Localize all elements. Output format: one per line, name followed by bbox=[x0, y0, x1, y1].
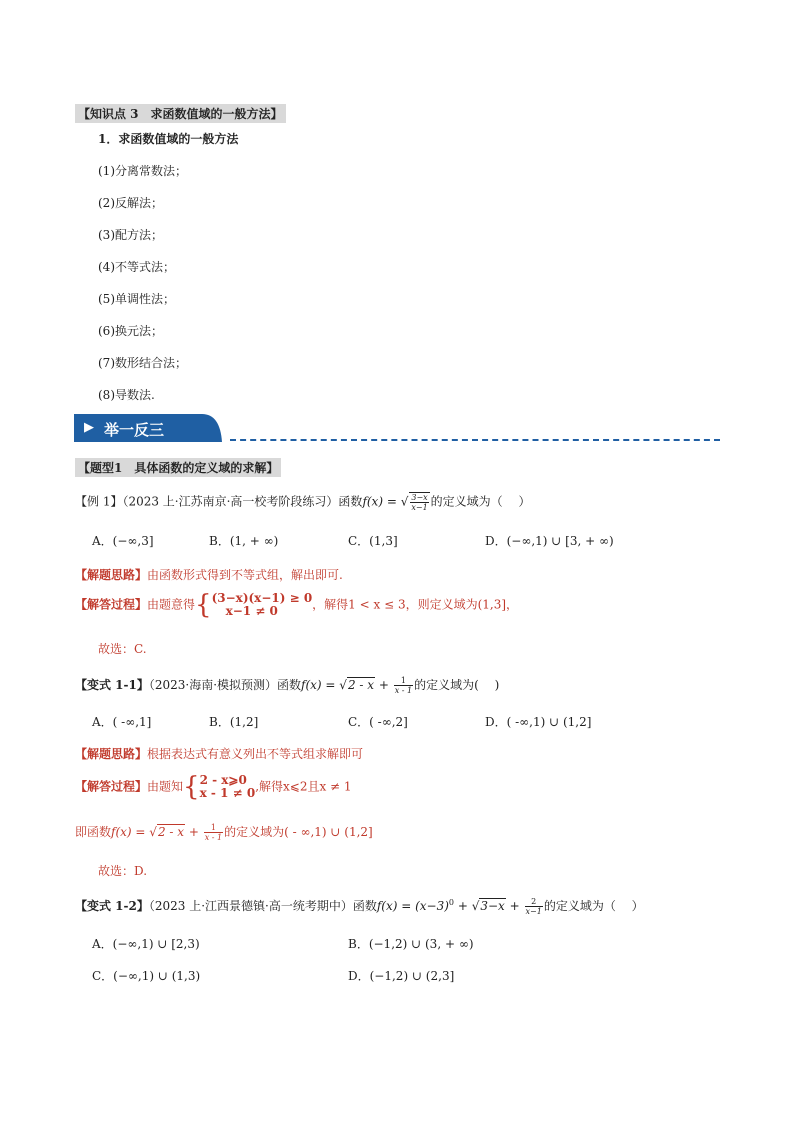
radicand-fraction bbox=[409, 492, 429, 512]
solution-process bbox=[75, 592, 518, 618]
sqrt-symbol: √ bbox=[400, 494, 409, 509]
variant-1-2-question bbox=[75, 897, 644, 916]
fraction bbox=[204, 823, 223, 842]
section-header-kp3: 【知识点 3 求函数值域的一般方法】 bbox=[75, 104, 286, 123]
inequality-system bbox=[212, 592, 313, 618]
method-item: (2)反解法； bbox=[98, 196, 163, 210]
option-d: D．(−∞,1) ∪ [3, + ∞) bbox=[485, 534, 614, 548]
process-label: 【解答过程】 bbox=[75, 779, 148, 794]
solution-idea bbox=[75, 745, 363, 762]
variant-1-1-question bbox=[75, 676, 499, 695]
process-pre: 由题意得 bbox=[147, 597, 196, 612]
question-tail: 的定义域为（ ） bbox=[430, 494, 531, 509]
plus-sign: + bbox=[375, 678, 393, 692]
option-b: B．(1,2] bbox=[209, 715, 259, 729]
function-name: f(x) = bbox=[362, 494, 401, 509]
example-tag: 【例 1】 bbox=[75, 494, 123, 509]
function-name: f(x) = bbox=[301, 678, 340, 692]
section-banner bbox=[74, 414, 222, 442]
plus-sign: + bbox=[454, 899, 472, 913]
system-line: x - 1 ≠ 0 bbox=[199, 786, 256, 800]
answer-line: 故选：D. bbox=[98, 864, 148, 878]
brace-symbol: { bbox=[195, 590, 212, 620]
solution-idea bbox=[75, 566, 343, 583]
play-arrow-icon: ▶ bbox=[84, 420, 94, 435]
variant-tag: 【变式 1-1】 bbox=[75, 678, 149, 692]
option-d: D．( -∞,1) ∪ (1,2] bbox=[485, 715, 592, 729]
idea-label: 【解题思路】 bbox=[75, 747, 148, 761]
option-a: A．(−∞,3] bbox=[92, 534, 154, 548]
question-tail: 的定义域为（ ） bbox=[543, 899, 644, 913]
system-line: x−1 ≠ 0 bbox=[225, 604, 278, 618]
method-item: (5)单调性法； bbox=[98, 292, 175, 306]
fraction-denominator: x−1 bbox=[525, 907, 542, 916]
sqrt-symbol: √ bbox=[149, 825, 157, 839]
option-a: A．( -∞,1] bbox=[92, 715, 152, 729]
option-d: D．(−1,2) ∪ (2,3] bbox=[348, 969, 455, 983]
method-item: (4)不等式法； bbox=[98, 260, 175, 274]
banner-divider bbox=[230, 439, 720, 441]
option-b: B．(−1,2) ∪ (3, + ∞) bbox=[348, 937, 474, 951]
option-a: A．(−∞,1) ∪ [2,3) bbox=[92, 937, 200, 951]
function-name: f(x) = (x−3) bbox=[376, 899, 449, 913]
process-pre: 由题知 bbox=[147, 779, 184, 794]
example-1-question bbox=[75, 492, 531, 512]
conclusion-line bbox=[75, 823, 373, 842]
variant-source: （2023 上·江西景德镇·高一统考期中）函数 bbox=[148, 899, 377, 913]
idea-text: 根据表达式有意义列出不等式组求解即可 bbox=[147, 747, 364, 761]
radicand: 2 - x bbox=[347, 678, 375, 692]
fraction-numerator: 2 bbox=[525, 897, 543, 907]
conclusion-pre: 即函数 bbox=[75, 825, 112, 839]
fraction-numerator: 1 bbox=[394, 676, 413, 686]
answer-line: 故选：C. bbox=[98, 642, 147, 656]
option-c: C．(−∞,1) ∪ (1,3) bbox=[92, 969, 201, 983]
option-c: C．(1,3] bbox=[348, 534, 398, 548]
fraction-numerator: 1 bbox=[204, 823, 223, 833]
fraction bbox=[394, 676, 413, 695]
radicand: 3−x bbox=[480, 899, 505, 913]
method-item: (8)导数法. bbox=[98, 388, 155, 402]
solution-process bbox=[75, 774, 352, 800]
system-line: 2 - x⩾0 bbox=[199, 773, 247, 787]
fraction-numerator: 3−x bbox=[411, 493, 428, 502]
idea-text: 由函数形式得到不等式组，解出即可. bbox=[147, 568, 343, 582]
option-c: C．( -∞,2] bbox=[348, 715, 408, 729]
method-item: (1)分离常数法； bbox=[98, 164, 187, 178]
conclusion-post: 的定义域为( - ∞,1) ∪ (1,2] bbox=[224, 825, 373, 839]
brace-symbol: { bbox=[183, 772, 200, 802]
option-b: B．(1, + ∞) bbox=[209, 534, 279, 548]
kp3-subtitle: 1．求函数值域的一般方法 bbox=[98, 132, 239, 146]
method-item: (3)配方法； bbox=[98, 228, 163, 242]
question-tail: 的定义域为( ) bbox=[414, 678, 500, 692]
banner-label: 举一反三 bbox=[104, 421, 165, 439]
plus-sign: + bbox=[185, 825, 203, 839]
process-post: ，解得1 < x ≤ 3，则定义域为(1,3]， bbox=[312, 597, 519, 612]
sqrt-symbol: √ bbox=[339, 678, 347, 692]
section-header-type1: 【题型1 具体函数的定义域的求解】 bbox=[75, 458, 281, 477]
fraction-denominator: x - 1 bbox=[394, 686, 413, 695]
exponent: 0 bbox=[448, 898, 455, 907]
fraction-denominator: x - 1 bbox=[204, 833, 223, 842]
variant-source: （2023·海南·模拟预测）函数 bbox=[148, 678, 302, 692]
plus-sign: + bbox=[505, 899, 524, 913]
process-post: ,解得x⩽2且x ≠ 1 bbox=[255, 779, 352, 794]
system-line: (3−x)(x−1) ≥ 0 bbox=[211, 591, 313, 605]
fraction-denominator: x−1 bbox=[411, 503, 428, 512]
method-item: (7)数形结合法； bbox=[98, 356, 187, 370]
sqrt-symbol: √ bbox=[471, 899, 480, 913]
method-item: (6)换元法； bbox=[98, 324, 163, 338]
function-name: f(x) = bbox=[111, 825, 150, 839]
example-source: （2023 上·江苏南京·高一校考阶段练习）函数 bbox=[122, 494, 363, 509]
variant-tag: 【变式 1-2】 bbox=[75, 899, 149, 913]
fraction bbox=[525, 897, 543, 916]
inequality-system bbox=[200, 774, 256, 800]
idea-label: 【解题思路】 bbox=[75, 568, 148, 582]
radicand: 2 - x bbox=[157, 825, 185, 839]
process-label: 【解答过程】 bbox=[75, 597, 148, 612]
